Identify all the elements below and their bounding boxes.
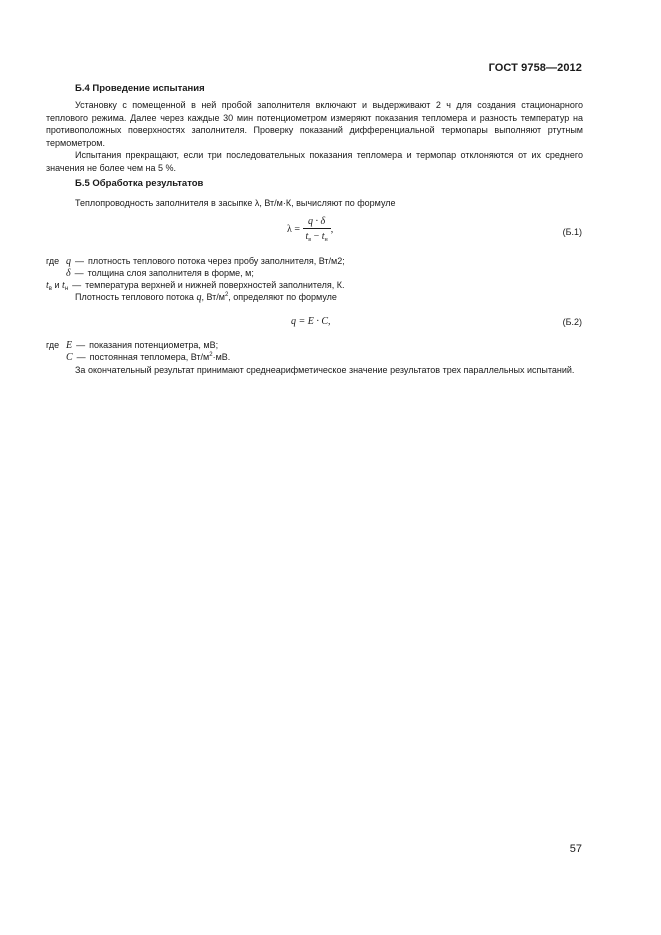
definition-row-temperatures: $t_в$ и $t_н$ — температура верхней и нижней поверхностей заполнителя, К.	[46, 280, 345, 292]
formula-b1-number: (Б.1)	[562, 227, 582, 237]
section-b5-title: Б.5 Обработка результатов	[75, 178, 204, 189]
page-number: 57	[569, 843, 582, 855]
formula-b1	[287, 216, 333, 243]
heat-flux-intro: Плотность теплового потока q, $Вт/м^2$, определяют по формуле	[75, 292, 337, 303]
section-b5-intro: Теплопроводность заполнителя в засыпке λ, Вт/м·К, вычисляют по формуле	[75, 198, 396, 208]
formula-b2: q = E · C,	[291, 316, 331, 327]
formula-b2-number: (Б.2)	[562, 317, 582, 327]
section-b4-paragraph-2: Испытания прекращают, если три последовательных показания тепломера и термопар отклоняются от их среднего значения не более чем на 5 %.	[46, 150, 583, 173]
definition-row-c: C — постоянная тепломера, $Вт/м^2\cdot мВ$.	[66, 352, 231, 363]
definition-row-e: где E — показания потенциометра, мВ;	[46, 340, 219, 351]
section-b4-paragraph-1: Установку с помещенной в ней пробой заполнителя включают и выдерживают 2 ч для создания стационарного теплового режима. Далее через каждые 30 мин потенциометром измеряют показания тепломера и разность температур на противоположных поверхностях заполнителя. Проверку показаний дифференциальной термопары выполняют ртутным термометром.	[46, 100, 583, 148]
formula-b1-denominator: $t_в - t_н$	[305, 231, 328, 243]
definition-row-delta: δ — толщина слоя заполнителя в форме, м;	[66, 268, 254, 279]
formula-b1-lhs: λ =	[287, 223, 300, 235]
final-result-paragraph: За окончательный результат принимают среднеарифметическое значение результатов трех параллельных испытаний.	[75, 365, 575, 375]
formula-b1-tail: ,	[330, 223, 334, 235]
formula-b1-fraction	[303, 216, 331, 243]
formula-b1-numerator: q · δ	[303, 216, 331, 229]
standard-designation: ГОСТ 9758—2012	[488, 62, 582, 74]
section-b4-title: Б.4 Проведение испытания	[75, 83, 205, 94]
definition-row-q: где q — плотность теплового потока через пробу заполнителя, Вт/м2;	[46, 256, 345, 267]
